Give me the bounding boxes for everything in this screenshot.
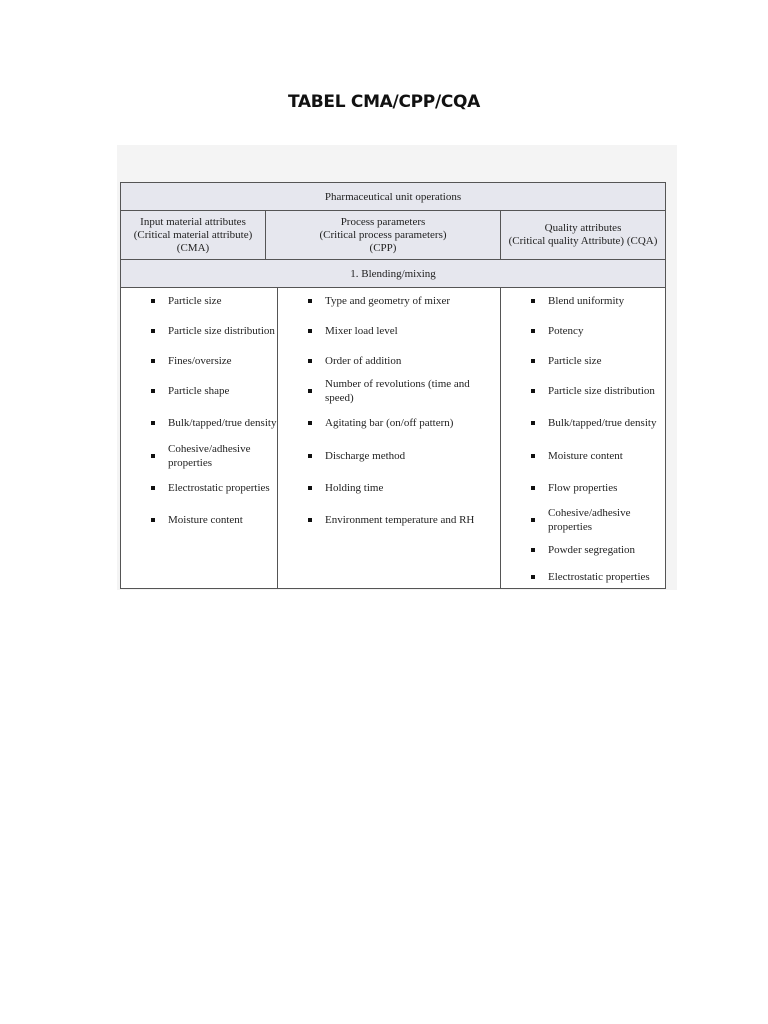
- list-item: [501, 474, 665, 502]
- list-item: [278, 474, 500, 502]
- cqa-cell: [501, 288, 666, 589]
- square-bullet-icon: [531, 518, 535, 522]
- list-item: [501, 347, 665, 375]
- header-line: Process parameters: [340, 215, 426, 228]
- cma-list: [121, 288, 277, 588]
- square-bullet-icon: [531, 548, 535, 552]
- list-item-text: Discharge method: [325, 450, 406, 462]
- square-bullet-icon: [531, 454, 535, 458]
- list-item-text: Type and geometry of mixer: [325, 295, 451, 307]
- header-line: (CMA): [176, 241, 210, 254]
- list-item: [278, 506, 500, 534]
- list-item-text: Electrostatic properties: [168, 482, 270, 494]
- list-item-text: Particle size distribution: [168, 325, 275, 337]
- list-item-text: Particle size: [168, 295, 222, 307]
- square-bullet-icon: [308, 329, 312, 333]
- list-item-text: Moisture content: [548, 450, 623, 462]
- square-bullet-icon: [531, 359, 535, 363]
- square-bullet-icon: [531, 329, 535, 333]
- list-item-text: Agitating bar (on/off pattern): [325, 417, 454, 429]
- list-item-text: Environment temperature and RH: [325, 514, 475, 526]
- list-item: [501, 409, 665, 437]
- list-item: [121, 409, 277, 437]
- square-bullet-icon: [308, 389, 312, 393]
- list-item: [501, 506, 665, 534]
- list-item-text: Particle size: [548, 355, 602, 367]
- column-header-cpp: [266, 211, 501, 260]
- cqa-list: [501, 288, 665, 588]
- list-item-text: Flow properties: [548, 482, 618, 494]
- operations-header: Pharmaceutical unit operations: [121, 183, 666, 211]
- list-item-text: Bulk/tapped/true density: [548, 417, 657, 429]
- page-title: TABEL CMA/CPP/CQA: [287, 92, 481, 112]
- cma-cell: [121, 288, 278, 589]
- square-bullet-icon: [308, 486, 312, 490]
- square-bullet-icon: [151, 454, 155, 458]
- list-item-text: Fines/oversize: [168, 355, 232, 367]
- list-item-text: Electrostatic properties: [548, 571, 650, 583]
- square-bullet-icon: [308, 454, 312, 458]
- column-headers-row: [121, 211, 666, 260]
- list-item: [121, 506, 277, 534]
- list-item: [278, 287, 500, 315]
- square-bullet-icon: [151, 518, 155, 522]
- square-bullet-icon: [531, 486, 535, 490]
- list-item-text: Cohesive/adhesive properties: [548, 507, 631, 533]
- list-item-text: Order of addition: [325, 355, 402, 367]
- square-bullet-icon: [531, 575, 535, 579]
- square-bullet-icon: [151, 389, 155, 393]
- list-item-text: Particle size distribution: [548, 385, 655, 397]
- square-bullet-icon: [151, 359, 155, 363]
- list-item: [278, 377, 500, 405]
- square-bullet-icon: [151, 421, 155, 425]
- list-item-text: Potency: [548, 325, 584, 337]
- square-bullet-icon: [308, 299, 312, 303]
- list-item: [278, 347, 500, 375]
- list-item: [501, 442, 665, 470]
- list-item-text: Particle shape: [168, 385, 230, 397]
- cpp-list: [278, 288, 500, 588]
- list-item: [121, 474, 277, 502]
- square-bullet-icon: [151, 329, 155, 333]
- header-line: (CPP): [369, 241, 397, 254]
- list-item-text: Blend uniformity: [548, 295, 625, 307]
- list-item: [501, 536, 665, 564]
- cpp-cell: [278, 288, 501, 589]
- list-item: [278, 317, 500, 345]
- list-item-text: Holding time: [325, 482, 384, 494]
- list-item: [501, 377, 665, 405]
- list-item-text: Bulk/tapped/true density: [168, 417, 277, 429]
- list-item-text: Number of revolutions (time and speed): [325, 378, 470, 404]
- square-bullet-icon: [531, 299, 535, 303]
- list-item: [121, 442, 277, 470]
- list-item-text: Cohesive/adhesive properties: [168, 443, 251, 469]
- list-item: [121, 287, 277, 315]
- list-item-text: Powder segregation: [548, 544, 636, 556]
- column-header-cqa: [501, 211, 666, 260]
- square-bullet-icon: [531, 421, 535, 425]
- list-item: [501, 563, 665, 591]
- header-line: (Critical process parameters): [319, 228, 447, 241]
- header-line: Quality attributes: [544, 222, 622, 234]
- operations-header-row: [121, 183, 666, 211]
- items-row: [121, 288, 666, 589]
- list-item: [501, 287, 665, 315]
- list-item-text: Moisture content: [168, 514, 243, 526]
- header-line: (Critical material attribute): [133, 228, 253, 241]
- square-bullet-icon: [308, 359, 312, 363]
- list-item: [501, 317, 665, 345]
- list-item: [278, 409, 500, 437]
- list-item: [278, 442, 500, 470]
- square-bullet-icon: [531, 389, 535, 393]
- column-header-cma: [121, 211, 266, 260]
- square-bullet-icon: [151, 486, 155, 490]
- list-item: [121, 317, 277, 345]
- section-row: [121, 260, 666, 288]
- square-bullet-icon: [151, 299, 155, 303]
- list-item: [121, 347, 277, 375]
- list-item-text: Mixer load level: [325, 325, 398, 337]
- square-bullet-icon: [308, 518, 312, 522]
- header-line: Input material attributes: [140, 215, 246, 228]
- header-line: (Critical quality Attribute) (CQA): [508, 235, 658, 247]
- unit-operations-table: [120, 182, 666, 589]
- list-item: [121, 377, 277, 405]
- square-bullet-icon: [308, 421, 312, 425]
- section-title: 1. Blending/mixing: [121, 260, 666, 288]
